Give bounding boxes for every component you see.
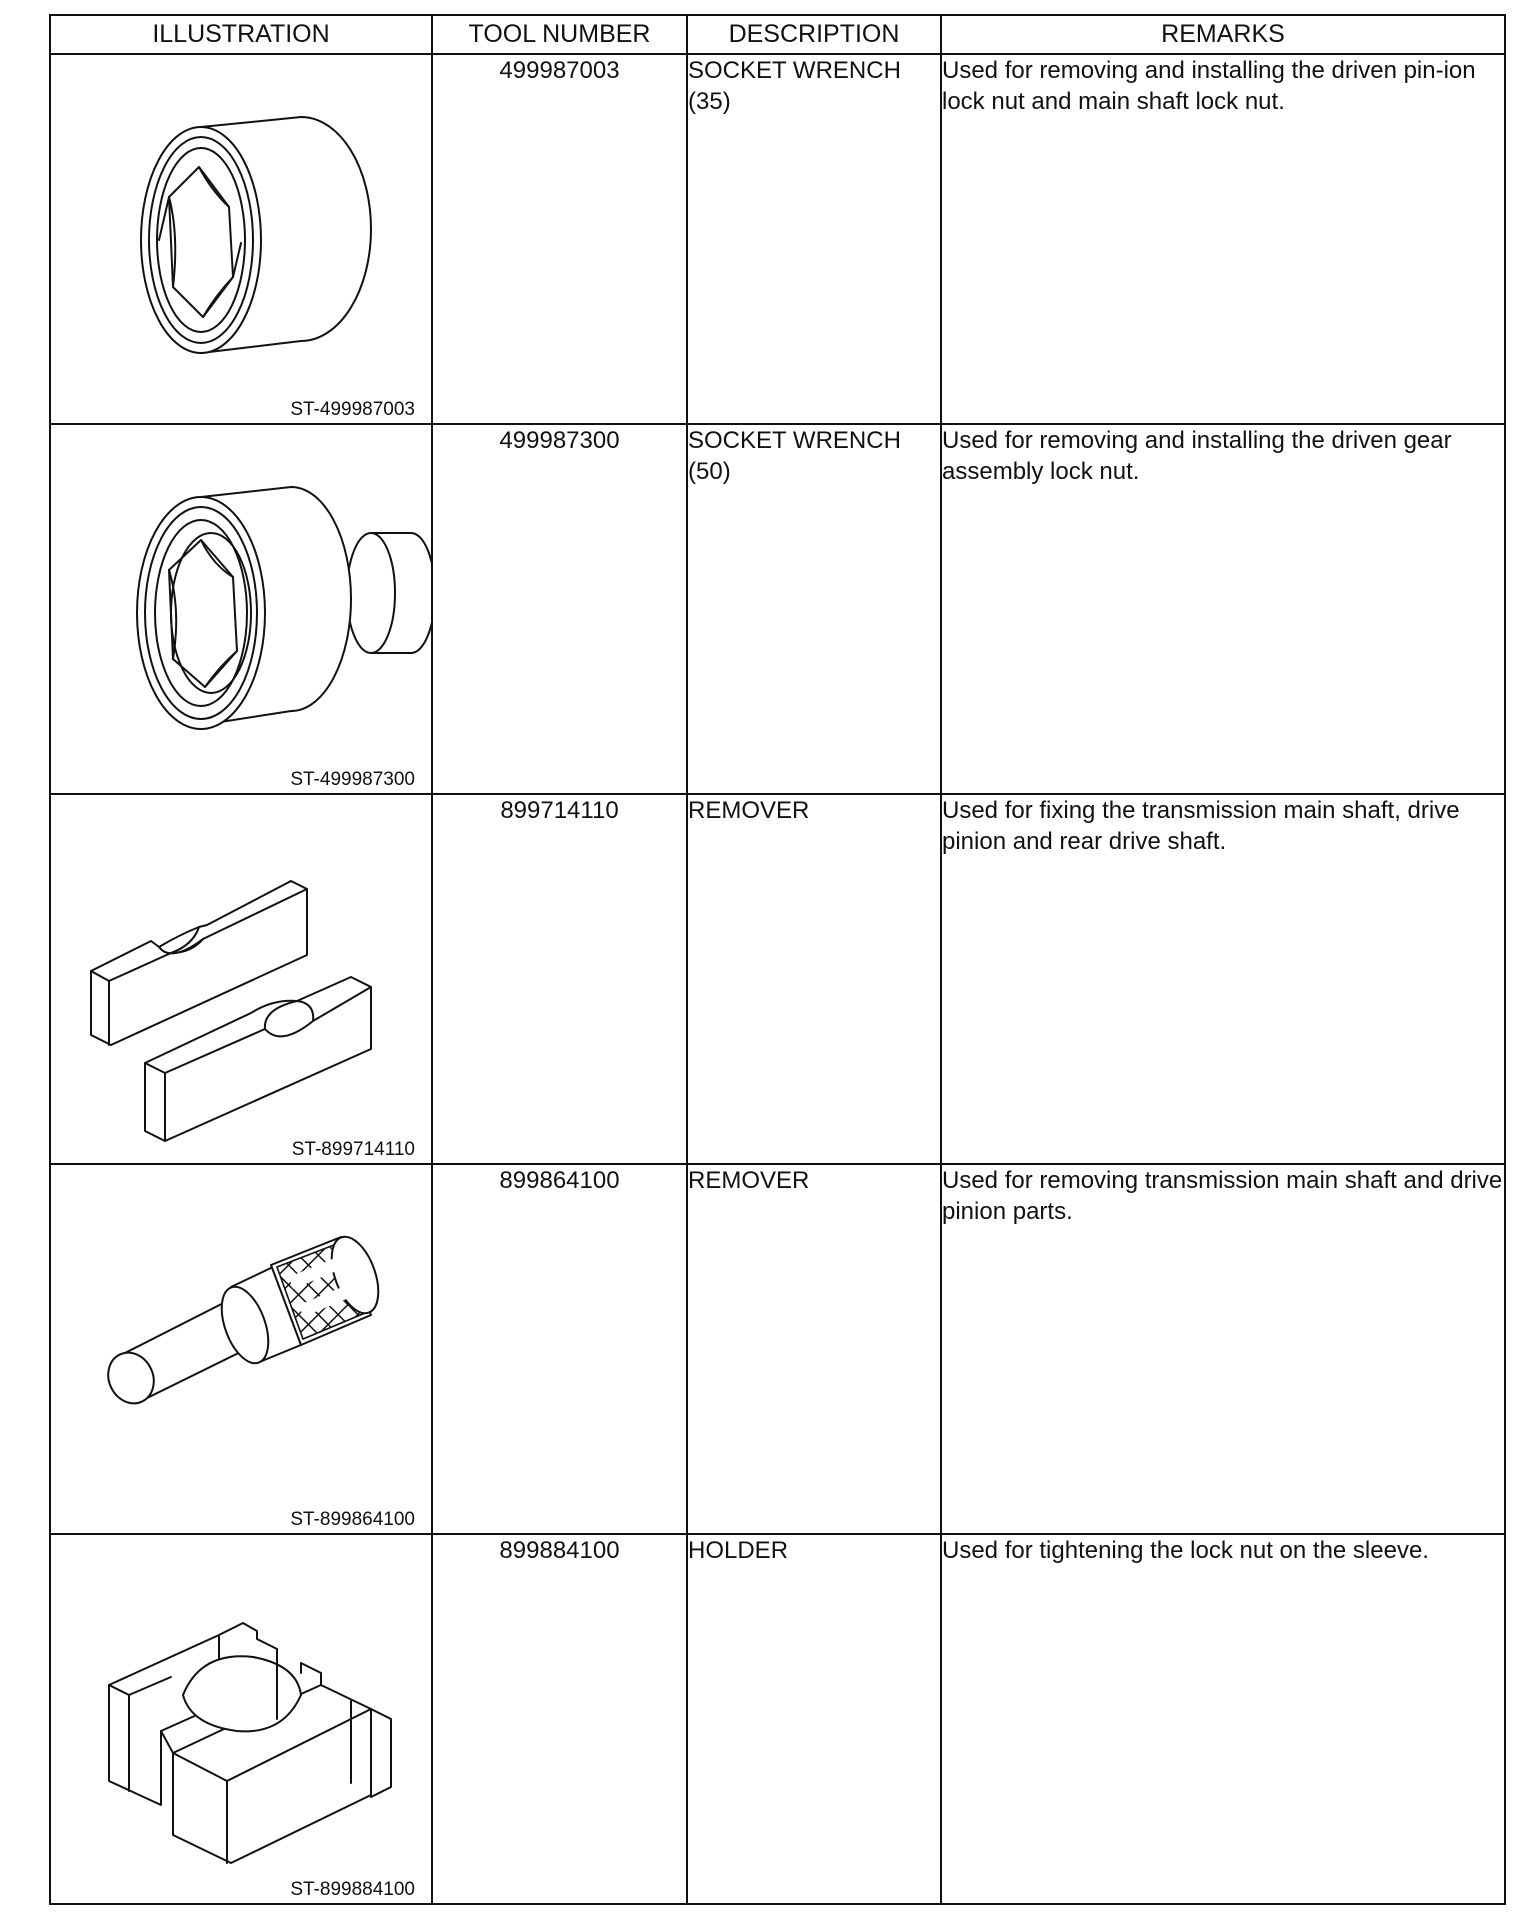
illustration-label: ST-499987003 [290, 399, 415, 420]
illustration-cell [50, 794, 432, 1164]
illustration-cell [50, 54, 432, 424]
table-header-row [50, 15, 1505, 54]
illustration-label: ST-899864100 [290, 1509, 415, 1530]
illustration-cell [50, 1164, 432, 1534]
header-remarks: REMARKS [941, 15, 1505, 54]
description-cell: SOCKET WRENCH (50) [687, 424, 941, 794]
illustration-label: ST-499987300 [290, 769, 415, 790]
header-tool-number: TOOL NUMBER [432, 15, 687, 54]
table-row [50, 1534, 1505, 1904]
socket-wrench-50-icon [51, 425, 431, 793]
tool-number-cell: 499987300 [432, 424, 687, 794]
tool-number-cell: 899864100 [432, 1164, 687, 1534]
table-row [50, 424, 1505, 794]
special-tools-table [49, 14, 1506, 1905]
table-row [50, 54, 1505, 424]
tool-number-cell: 499987003 [432, 54, 687, 424]
table-row [50, 794, 1505, 1164]
header-illustration: ILLUSTRATION [50, 15, 432, 54]
remarks-cell: Used for removing and installing the driven pin-ion lock nut and main shaft lock nut. [941, 54, 1505, 424]
remarks-cell: Used for removing and installing the driven gear assembly lock nut. [941, 424, 1505, 794]
illustration-label: ST-899714110 [291, 1139, 415, 1160]
description-cell: REMOVER [687, 1164, 941, 1534]
tool-number-cell: 899884100 [432, 1534, 687, 1904]
illustration-label: ST-899884100 [290, 1879, 415, 1900]
tool-number-cell: 899714110 [432, 794, 687, 1164]
header-description: DESCRIPTION [687, 15, 941, 54]
remover-knurled-pin-icon [51, 1165, 431, 1533]
description-cell: SOCKET WRENCH (35) [687, 54, 941, 424]
remarks-cell: Used for tightening the lock nut on the sleeve. [941, 1534, 1505, 1904]
socket-wrench-35-icon [51, 55, 431, 423]
illustration-cell [50, 424, 432, 794]
table-row [50, 1164, 1505, 1534]
description-cell: REMOVER [687, 794, 941, 1164]
remarks-cell: Used for removing transmission main shaft and drive pinion parts. [941, 1164, 1505, 1534]
remarks-cell: Used for fixing the transmission main shaft, drive pinion and rear drive shaft. [941, 794, 1505, 1164]
illustration-cell [50, 1534, 432, 1904]
description-cell: HOLDER [687, 1534, 941, 1904]
holder-block-icon [51, 1535, 431, 1903]
remover-blocks-icon [51, 795, 431, 1163]
